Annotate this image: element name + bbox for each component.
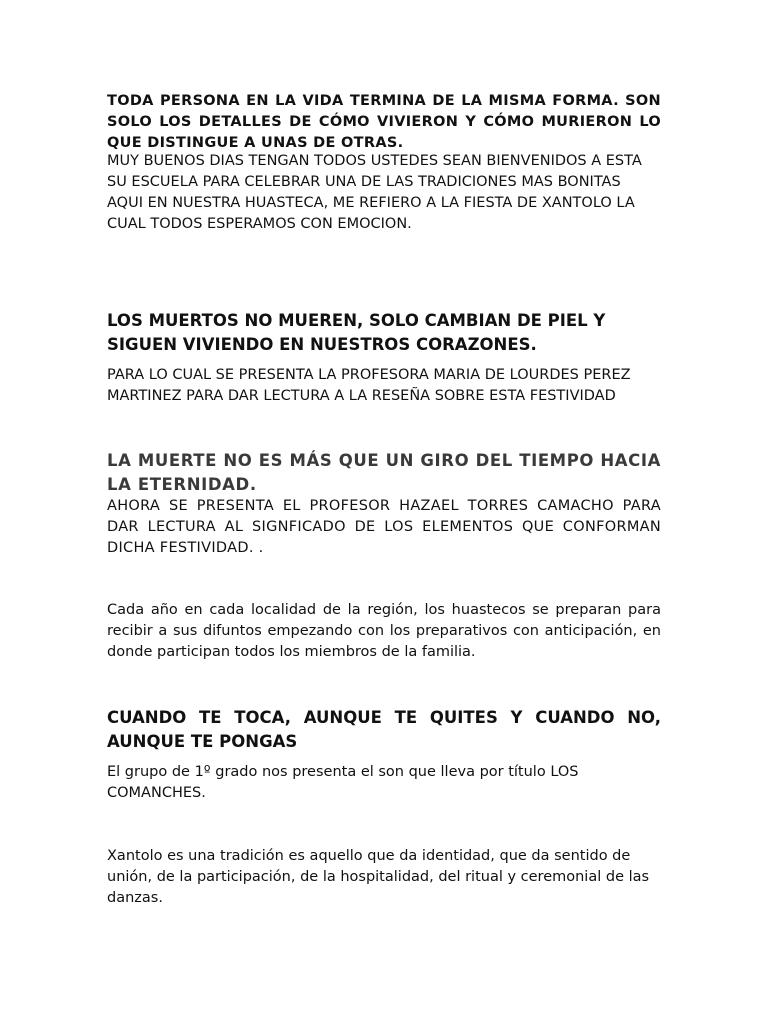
quote-heading-2: LOS MUERTOS NO MUEREN, SOLO CAMBIAN DE PIEL Y SIGUEN VIVIENDO EN NUESTROS CORAZONES. <box>107 311 606 354</box>
xantolo-paragraph: Xantolo es una tradición es aquello que da identidad, que da sentido de unión, de la participación, de la hospitalidad, del ritual y ceremonial de las danzas. <box>107 848 650 906</box>
group-presentation-paragraph: El grupo de 1º grado nos presenta el son que lleva por título LOS COMANCHES. <box>107 764 579 801</box>
quote-heading-3: LA MUERTE NO ES MÁS QUE UN GIRO DEL TIEMPO HACIA LA ETERNIDAD. <box>107 451 661 494</box>
presentation-paragraph-1: PARA LO CUAL SE PRESENTA LA PROFESORA MARIA DE LOURDES PEREZ MARTINEZ PARA DAR LECTURA A LA RESEÑA SOBRE ESTA FESTIVIDAD <box>107 367 631 404</box>
presentation-paragraph-2: AHORA SE PRESENTA EL PROFESOR HAZAEL TORRES CAMACHO PARA DAR LECTURA AL SIGNFICADO DE LOS ELEMENTOS QUE CONFORMAN DICHA FESTIVIDAD. . <box>107 498 661 556</box>
welcome-paragraph: MUY BUENOS DIAS TENGAN TODOS USTEDES SEAN BIENVENIDOS A ESTA SU ESCUELA PARA CELEBRAR UNA DE LAS TRADICIONES MAS BONITAS AQUI EN NUESTRA HUASTECA, ME REFIERO A LA FIESTA DE XANTOLO LA CUAL TODOS ESPERAMOS CON EMOCION. <box>107 153 642 232</box>
tradition-paragraph: Cada año en cada localidad de la región, los huastecos se preparan para recibir a sus difuntos empezando con los preparativos con anticipación, en donde participan todos los miembros de la familia. <box>107 602 661 660</box>
quote-heading-1: TODA PERSONA EN LA VIDA TERMINA DE LA MISMA FORMA. SON SOLO LOS DETALLES DE CÓMO VIVIERON Y CÓMO MURIERON LO QUE DISTINGUE A UNAS DE OTRAS. <box>107 93 661 151</box>
quote-heading-4: CUANDO TE TOCA, AUNQUE TE QUITES Y CUANDO NO, AUNQUE TE PONGAS <box>107 708 661 751</box>
